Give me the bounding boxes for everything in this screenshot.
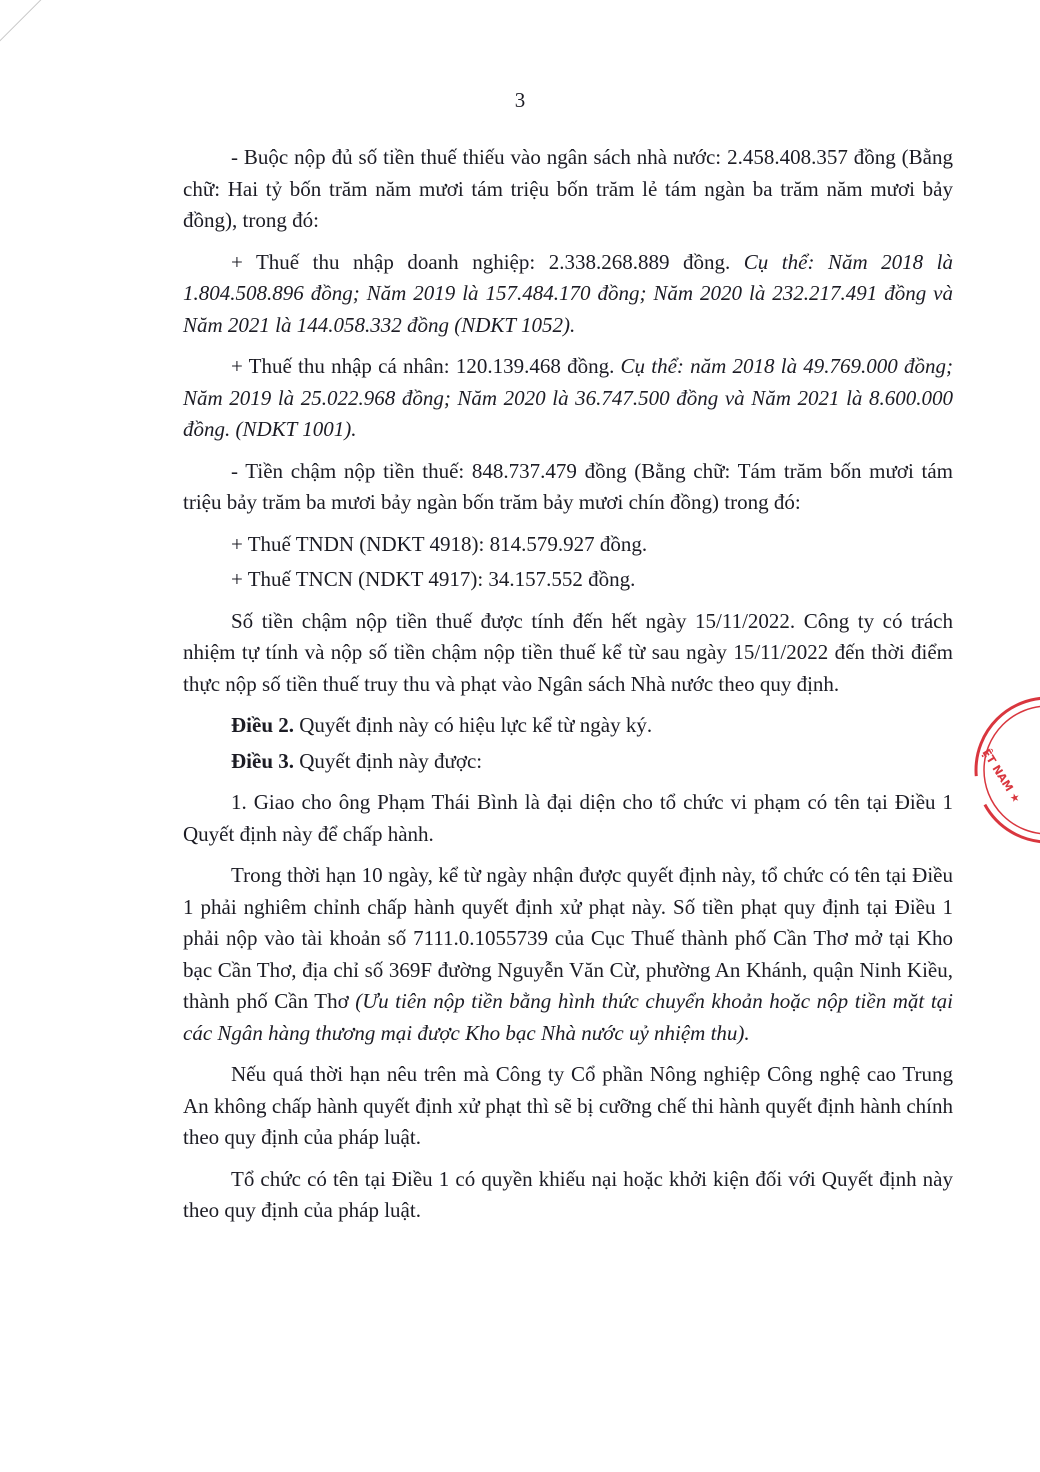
pit-lead: + Thuế thu nhập cá nhân: 120.139.468 đồng. — [231, 354, 615, 378]
article-2-text: Quyết định này có hiệu lực kể từ ngày ký. — [294, 713, 653, 737]
document-body — [183, 142, 953, 1237]
cit-detail: Cụ thể: Năm 2018 là 1.804.508.896 đồng; Năm 2019 là 157.484.170 đồng; Năm 2020 là 232.217.491 đồng và Năm 2021 là 144.058.332 đồng (NDKT 1052). — [183, 249, 954, 337]
paragraph-payment-deadline — [183, 860, 953, 1049]
article-2-label: Điều 2. — [231, 713, 294, 737]
payment-instructions: Trong thời hạn 10 ngày, kể từ ngày nhận được quyết định này, tổ chức có tên tại Điều 1 phải nghiêm chỉnh chấp hành quyết định xử phạt này. Số tiền phạt quy định tại Điều 1 phải nộp vào tài khoản số 7111.0.1055739 của Cục Thuế thành phố Cần Thơ mở tại Kho bạc Cần Thơ, địa chỉ số 369F đường Nguyễn Văn Cừ, phường An Khánh, quận Ninh Kiều, thành phố Cần Thơ — [183, 863, 953, 1013]
cit-lead: + Thuế thu nhập doanh nghiệp: 2.338.268.889 đồng. — [231, 249, 731, 274]
paragraph-late-calculation: Số tiền chậm nộp tiền thuế được tính đến hết ngày 15/11/2022. Công ty có trách nhiệm tự tính và nộp số tiền chậm nộp tiền thuế kể từ sau ngày 15/11/2022 đến thời điểm thực nộp số tiền thuế truy thu và phạt vào Ngân sách Nhà nước theo quy định. — [183, 608, 953, 696]
paragraph-assignment: 1. Giao cho ông Phạm Thái Bình là đại diện cho tổ chức vi phạm có tên tại Điều 1 Quyết định này để chấp hành. — [183, 790, 953, 846]
paragraph-complaint-rights: Tổ chức có tên tại Điều 1 có quyền khiếu nại hoặc khởi kiện đối với Quyết định này theo quy định của pháp luật. — [183, 1166, 953, 1222]
paragraph-enforcement: Nếu quá thời hạn nêu trên mà Công ty Cổ phần Nông nghiệp Công nghệ cao Trung An không chấp hành quyết định xử phạt thì sẽ bị cưỡng chế thi hành quyết định hành chính theo quy định của pháp luật. — [183, 1062, 953, 1149]
article-2 — [183, 710, 953, 742]
paragraph-cit — [183, 247, 953, 342]
red-seal-stamp — [960, 690, 1040, 850]
page-number: 3 — [514, 88, 526, 112]
paragraph-late-payment: - Tiền chậm nộp tiền thuế: 848.737.479 đồng (Bằng chữ: Tám trăm bốn mươi tám triệu bảy trăm ba mươi bảy ngàn bốn trăm bảy mươi chín đồng) trong đó: — [183, 458, 953, 514]
paragraph-late-pit: + Thuế TNCN (NDKT 4917): 34.157.552 đồng. — [231, 567, 636, 591]
paragraph-pit — [183, 351, 953, 446]
scan-fold-line — [0, 0, 115, 61]
payment-priority-note: (Ưu tiên nộp tiền bằng hình thức chuyển khoản hoặc nộp tiền mặt tại các Ngân hàng thương mại được Kho bạc Nhà nước uỷ nhiệm thu). — [183, 989, 953, 1045]
pit-detail: Cụ thể: năm 2018 là 49.769.000 đồng; Năm 2019 là 25.022.968 đồng; Năm 2020 là 36.747.500 đồng và Năm 2021 là 8.600.000 đồng. (NDKT 1001). — [183, 354, 953, 441]
article-3-label: Điều 3. — [231, 748, 294, 773]
article-3-text: Quyết định này được: — [294, 748, 483, 773]
paragraph-tax-arrears: - Buộc nộp đủ số tiền thuế thiếu vào ngân sách nhà nước: 2.458.408.357 đồng (Bằng chữ: Hai tỷ bốn trăm năm mươi tám triệu bốn trăm lẻ tám ngàn ba trăm năm mươi bảy đồng), trong đó: — [183, 145, 953, 232]
paragraph-late-cit: + Thuế TNDN (NDKT 4918): 814.579.927 đồng. — [231, 531, 648, 556]
article-3 — [183, 746, 953, 778]
stamp-text: ỆT NAM ★ — [979, 746, 1023, 806]
